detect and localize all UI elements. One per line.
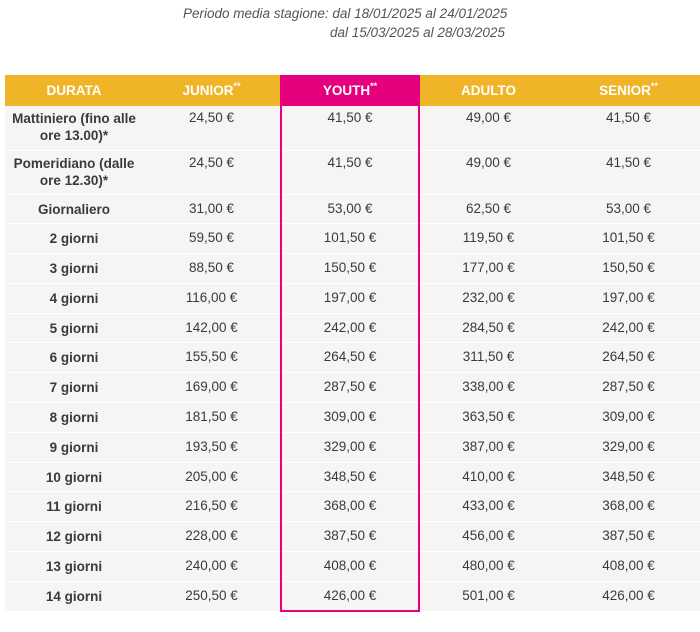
youth-price-cell: 408,00 €	[281, 552, 419, 582]
youth-price-cell: 426,00 €	[281, 581, 419, 611]
duration-cell: Giornaliero	[5, 194, 143, 224]
senior-price-cell: 426,00 €	[557, 581, 700, 611]
senior-price-cell: 368,00 €	[557, 492, 700, 522]
junior-price-cell: 116,00 €	[143, 283, 281, 313]
duration-cell: 4 giorni	[5, 283, 143, 313]
adulto-price-cell: 232,00 €	[419, 283, 557, 313]
table-row	[5, 106, 700, 150]
adulto-price-cell: 338,00 €	[419, 373, 557, 403]
duration-cell: 5 giorni	[5, 313, 143, 343]
duration-cell: Pomeridiano (dalle ore 12.30)*	[5, 150, 143, 194]
price-table	[5, 75, 700, 612]
table-row	[5, 283, 700, 313]
senior-price-cell: 41,50 €	[605, 110, 652, 125]
table-row	[5, 581, 700, 611]
adulto-price-cell: 177,00 €	[419, 254, 557, 284]
senior-price-cell: 242,00 €	[557, 313, 700, 343]
header-durata: DURATA	[5, 75, 143, 106]
senior-price-cell: 387,50 €	[557, 522, 700, 552]
table-row	[5, 432, 700, 462]
adulto-price-cell: 363,50 €	[419, 403, 557, 433]
adulto-price-cell: 456,00 €	[419, 522, 557, 552]
senior-price-cell: 408,00 €	[557, 552, 700, 582]
youth-price-cell: 150,50 €	[281, 254, 419, 284]
table-row	[5, 194, 700, 224]
junior-price-cell: 205,00 €	[143, 462, 281, 492]
header-marker: **	[370, 81, 378, 91]
header-adulto: ADULTO	[419, 75, 557, 106]
senior-price-cell: 101,50 €	[557, 224, 700, 254]
duration-cell: 6 giorni	[5, 343, 143, 373]
junior-price-cell: 142,00 €	[143, 313, 281, 343]
duration-cell: 10 giorni	[5, 462, 143, 492]
senior-price-cell: 150,50 €	[557, 254, 700, 284]
table-row	[5, 150, 700, 194]
junior-price-cell: 24,50 €	[188, 110, 235, 125]
table-row	[5, 343, 700, 373]
youth-price-cell: 101,50 €	[281, 224, 419, 254]
senior-price-cell: 287,50 €	[557, 373, 700, 403]
youth-price-cell: 329,00 €	[281, 432, 419, 462]
senior-price-cell: 41,50 €	[557, 150, 700, 194]
youth-price-cell: 242,00 €	[281, 313, 419, 343]
senior-price-cell: 53,00 €	[557, 194, 700, 224]
youth-price-cell: 41,50 €	[281, 106, 419, 150]
junior-price-cell: 59,50 €	[143, 224, 281, 254]
adulto-price-cell: 49,00 €	[419, 150, 557, 194]
duration-cell: 2 giorni	[5, 224, 143, 254]
duration-cell: 3 giorni	[5, 254, 143, 284]
adulto-price-cell: 501,00 €	[419, 581, 557, 611]
header-junior: JUNIOR**	[143, 75, 281, 106]
duration-cell: 7 giorni	[5, 373, 143, 403]
table-row	[5, 254, 700, 284]
header-marker: **	[233, 81, 241, 91]
junior-price-cell: 216,50 €	[143, 492, 281, 522]
period-line-2: dal 15/03/2025 al 28/03/2025	[330, 25, 505, 40]
header-youth: YOUTH**	[281, 75, 419, 106]
table-row	[5, 313, 700, 343]
youth-price-cell: 197,00 €	[281, 283, 419, 313]
senior-price-cell: 329,00 €	[557, 432, 700, 462]
adulto-price-cell: 433,00 €	[419, 492, 557, 522]
table-row	[5, 462, 700, 492]
junior-price-cell: 169,00 €	[143, 373, 281, 403]
youth-price-cell: 53,00 €	[281, 194, 419, 224]
youth-price-cell: 287,50 €	[281, 373, 419, 403]
duration-cell: 8 giorni	[5, 403, 143, 433]
duration-cell: 9 giorni	[5, 432, 143, 462]
adulto-price-cell: 49,00 €	[465, 110, 512, 125]
duration-cell: 13 giorni	[5, 552, 143, 582]
table-row	[5, 492, 700, 522]
youth-price-cell: 309,00 €	[281, 403, 419, 433]
junior-price-cell: 240,00 €	[143, 552, 281, 582]
header-senior: SENIOR**	[557, 75, 700, 106]
senior-price-cell: 348,50 €	[557, 462, 700, 492]
adulto-price-cell: 62,50 €	[419, 194, 557, 224]
table-row	[5, 373, 700, 403]
junior-price-cell: 88,50 €	[143, 254, 281, 284]
duration-cell: Mattiniero (fino alle ore 13.00)*	[12, 111, 136, 143]
youth-price-cell: 264,50 €	[281, 343, 419, 373]
period-line-1: Periodo media stagione: dal 18/01/2025 al 24/01/2025	[183, 6, 508, 21]
adulto-price-cell: 480,00 €	[419, 552, 557, 582]
adulto-price-cell: 311,50 €	[419, 343, 557, 373]
youth-price-cell: 387,50 €	[281, 522, 419, 552]
senior-price-cell: 309,00 €	[557, 403, 700, 433]
junior-price-cell: 228,00 €	[143, 522, 281, 552]
header-marker: **	[650, 81, 658, 91]
youth-price-cell: 348,50 €	[281, 462, 419, 492]
junior-price-cell: 24,50 €	[143, 150, 281, 194]
table-row	[5, 522, 700, 552]
junior-price-cell: 181,50 €	[143, 403, 281, 433]
table-header-row	[5, 75, 700, 106]
table-row	[5, 224, 700, 254]
senior-price-cell: 264,50 €	[557, 343, 700, 373]
junior-price-cell: 250,50 €	[143, 581, 281, 611]
duration-cell: 11 giorni	[5, 492, 143, 522]
duration-cell: 14 giorni	[5, 581, 143, 611]
adulto-price-cell: 410,00 €	[419, 462, 557, 492]
junior-price-cell: 155,50 €	[143, 343, 281, 373]
duration-cell: 12 giorni	[5, 522, 143, 552]
junior-price-cell: 193,50 €	[143, 432, 281, 462]
adulto-price-cell: 387,00 €	[419, 432, 557, 462]
table-row	[5, 403, 700, 433]
youth-price-cell: 368,00 €	[281, 492, 419, 522]
junior-price-cell: 31,00 €	[143, 194, 281, 224]
table-row	[5, 552, 700, 582]
youth-price-cell: 41,50 €	[281, 150, 419, 194]
senior-price-cell: 197,00 €	[557, 283, 700, 313]
adulto-price-cell: 119,50 €	[419, 224, 557, 254]
adulto-price-cell: 284,50 €	[419, 313, 557, 343]
